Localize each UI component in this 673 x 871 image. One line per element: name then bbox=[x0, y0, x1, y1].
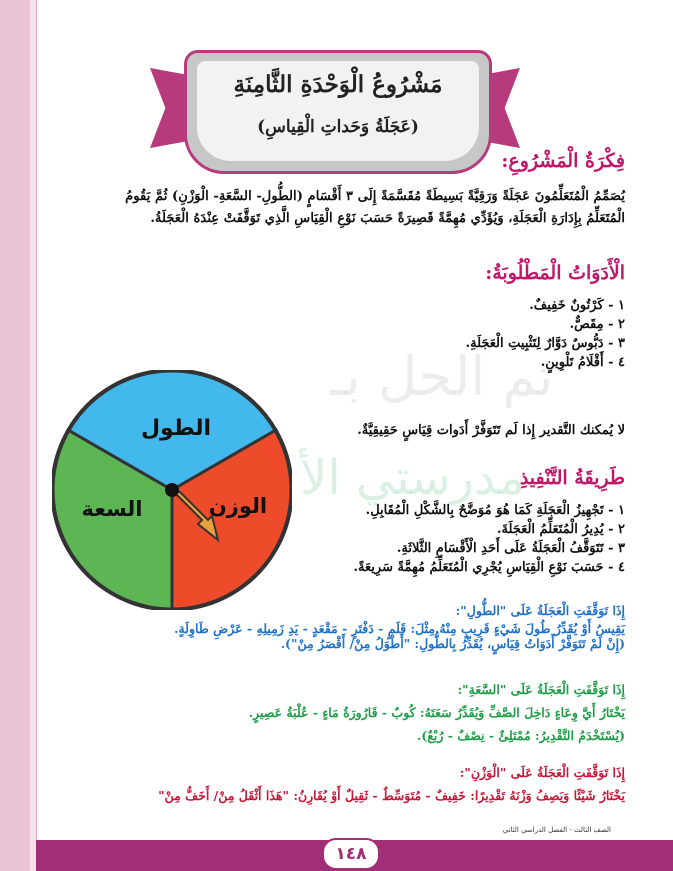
capacity-block-line-1: يَخْتَارُ أَيَّ وِعَاءٍ دَاخِلَ الصَّفِّ وَيُقَدِّرُ سَعَتَهُ: كُوبٌ - قَارُورَةُ مَاءٍ - عُلْبَةُ عَصِيرٍ. bbox=[248, 705, 625, 720]
idea-paragraph bbox=[44, 186, 625, 230]
banner-subtitle: (عَجَلَةُ وَحَداتِ الْقِياسِ) bbox=[257, 117, 419, 137]
left-margin-strip bbox=[0, 0, 30, 871]
wheel-label-weight: الوزن bbox=[208, 494, 268, 518]
steps-list bbox=[354, 501, 625, 577]
tools-note: لا يُمكنك التَّقدير إِذا لَم تَتَوَفَّرْ أَدَوات قِيَاسٍ حَقِيقِيَّةٌ. bbox=[357, 423, 625, 438]
tools-heading: الْأَدَوَاتُ الْمَطْلُوبَةُ: bbox=[485, 262, 625, 284]
footer-grade-note: الصف الثالث - الفصل الدراسي الثاني bbox=[502, 826, 611, 834]
page-number: ١٤٨ bbox=[322, 838, 380, 870]
banner-plaque bbox=[184, 50, 492, 174]
capacity-block bbox=[249, 682, 625, 743]
tool-item: ١ - كَرْتُونٌ خَفِيفٌ. bbox=[529, 298, 625, 313]
banner-title: مَشْرُوعُ الْوَحْدَةِ الثَّامِنَةِ bbox=[233, 71, 443, 98]
tool-item: ٤ - أَقْلَامُ تَلْوِينٍ. bbox=[540, 355, 625, 370]
weight-block bbox=[158, 765, 625, 803]
idea-heading: فِكْرَةُ الْمَشْرُوعِ: bbox=[501, 150, 625, 172]
length-block-title: إِذَا تَوَقَّفَتِ الْعَجَلَةُ عَلَى "الطُّولِ": bbox=[455, 603, 625, 618]
wheel-center-pin bbox=[165, 483, 179, 497]
length-block bbox=[174, 603, 625, 651]
capacity-block-title: إِذَا تَوَقَّفَتِ الْعَجَلَةُ عَلَى "السَّعَةِ": bbox=[457, 682, 625, 697]
length-block-line-1: يَقِيسُ أَوْ يُقَدِّرُ طُولَ شَيْءٍ قَرِيبٍ مِنْهُ مِثْلَ: قَلَمٍ - دَفْتَرٍ - مَقْعَدٍ - يَدِ زَمِيلِهِ - عَرْضِ طَاوِلَةٍ. bbox=[174, 621, 625, 636]
measurement-wheel bbox=[52, 370, 292, 610]
wheel-label-length: الطول bbox=[140, 416, 212, 441]
step-item: ٣ - تَتَوَقَّفُ الْعَجَلَةُ عَلَى أَحَدِ الْأَقْسَامِ الثَّلاثَةِ. bbox=[396, 541, 625, 556]
unit-project-banner bbox=[150, 46, 520, 176]
step-item: ٤ - حَسَبَ نَوْعِ الْقِيَاسِ يُجْرِي الْمُتَعَلِّمُ مُهِمَّةً سَرِيعَةً. bbox=[353, 560, 625, 575]
length-block-line-2: (إِنْ لَمْ تَتَوَفَّرْ أَدَوَاتُ قِيَاسٍ، يُقَدِّرُ بِالطُّولِ: "أَطْوَلُ مِنْ/ أَقْصَرُ مِنْ"). bbox=[280, 636, 625, 651]
watermark-decoration-2: مدرستي الأ bbox=[300, 450, 525, 506]
steps-heading: طَرِيقَةُ التَّنْفِيذِ bbox=[519, 467, 625, 489]
weight-block-title: إِذَا تَوَقَّفَتِ الْعَجَلَةُ عَلَى "الْوَزْنِ": bbox=[459, 765, 625, 780]
idea-line-1: يُصَمِّمُ الْمُتَعَلِّمُونَ عَجَلَةً وَرَقِيَّةً بَسِيطَةً مُقَسَّمَةً إِلَى ٣ أَقْسَامٍ (الطُّولِ- السَّعَةِ- الْوَزْنِ) ثُمَّ يَقُومُ bbox=[125, 189, 625, 204]
capacity-block-line-2: (يُسْتَخْدَمُ التَّقْدِيرُ: مُمْتَلِئٌ - نِصْفٌ - رُبْعٌ). bbox=[416, 728, 625, 743]
watermark-decoration: تم الحل بـ bbox=[330, 345, 554, 408]
step-item: ٢ - يُدِيرُ الْمُتَعَلِّمُ الْعَجَلَةَ. bbox=[497, 522, 625, 537]
idea-line-2: الْمُتَعَلِّمُ بِإِدَارَةِ الْعَجَلَةِ، وَيُؤَدِّي مُهِمَّةً قَصِيرَةً حَسَبَ نَوْعِ الْقِيَاسِ الَّذِي تَوَقَّفَتْ عِنْدَهُ الْعَجَلَةُ. bbox=[150, 211, 625, 226]
weight-block-line-1: يَخْتَارُ شَيْئًا وَيَصِفُ وَزْنَهُ تَقْدِيرًا: خَفِيفٌ - مُتَوَسِّطٌ - ثَقِيلٌ أَوْ يُقَارِنُ: "هَذَا أَثْقَلُ مِنْ/ أَخَفُّ مِنْ" bbox=[158, 788, 625, 803]
tool-item: ٢ - مِقَصٌّ. bbox=[569, 317, 625, 332]
wheel-label-capacity: السعة bbox=[81, 497, 143, 521]
step-item: ١ - تَجْهِيزُ الْعَجَلَةِ كَمَا هُوَ مُوَضَّحٌ بِالشَّكْلِ الْمُقَابِلِ. bbox=[365, 503, 625, 518]
tool-item: ٣ - دَبُّوسٌ دَوَّارٌ لِتَثْبِيتِ الْعَجَلَةِ. bbox=[465, 336, 625, 351]
tools-list bbox=[466, 296, 625, 372]
